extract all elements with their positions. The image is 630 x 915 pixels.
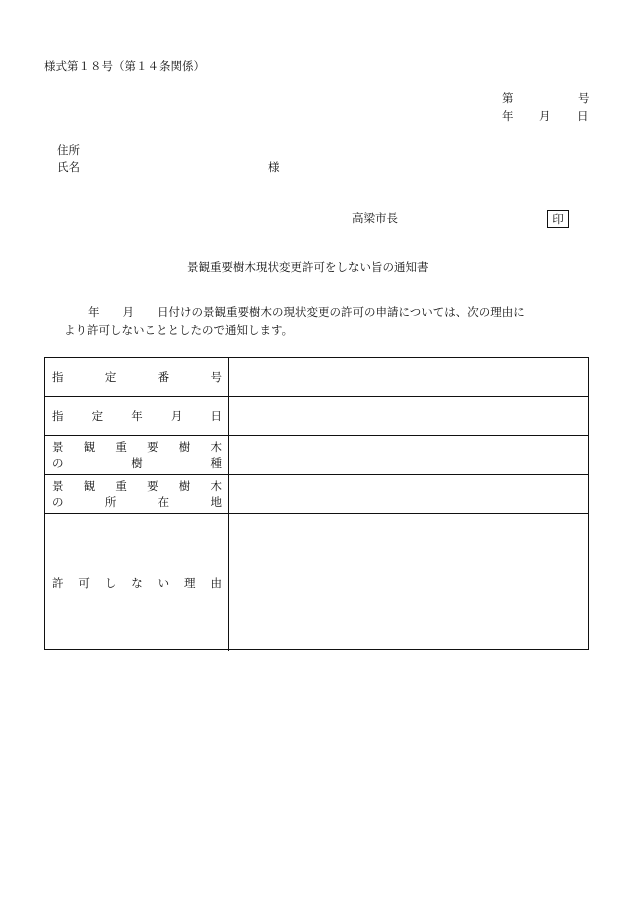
seal-stamp: 印 <box>547 210 569 228</box>
table-row-tree-species <box>45 436 588 475</box>
designation-date-label <box>45 397 229 435</box>
document-title: 景観重要樹木現状変更許可をしない旨の通知書 <box>187 260 429 274</box>
label-char: 重 <box>115 440 127 454</box>
refusal-reason-label <box>45 514 229 651</box>
label-char: の <box>52 495 64 509</box>
tree-species-value[interactable] <box>229 436 588 474</box>
body-text-line-2: より許可しないこととしたので通知します。 <box>64 323 294 337</box>
label-char: な <box>131 575 143 590</box>
tree-species-label-line <box>52 455 222 471</box>
tree-location-label-line <box>52 494 222 510</box>
table-row-designation-date <box>45 397 588 436</box>
label-char: 月 <box>170 409 183 423</box>
label-char: 指 <box>52 409 64 423</box>
refusal-reason-label-line <box>52 575 222 591</box>
tree-location-label <box>45 475 229 513</box>
label-char: 景 <box>52 440 64 454</box>
label-char: 景 <box>52 479 64 493</box>
label-char: 理 <box>184 575 196 590</box>
label-char: し <box>104 575 117 590</box>
designation-date-label-line <box>52 408 222 424</box>
label-char: 番 <box>157 370 170 384</box>
label-char: 木 <box>210 440 222 454</box>
designation-number-value[interactable] <box>229 358 588 396</box>
label-char: 由 <box>210 575 222 590</box>
designation-number-label-line <box>52 369 222 385</box>
honorific: 様 <box>268 160 280 174</box>
tree-location-label-line <box>52 478 222 494</box>
label-char: 樹 <box>178 440 191 454</box>
document-number-suffix: 号 <box>578 91 590 105</box>
label-char: 要 <box>147 479 159 493</box>
label-char: 要 <box>147 440 159 454</box>
label-char: 定 <box>91 409 104 423</box>
designation-date-value[interactable] <box>229 397 588 435</box>
label-char: 観 <box>83 479 96 493</box>
label-char: 観 <box>83 440 96 454</box>
label-char: 日 <box>210 409 222 423</box>
tree-species-label <box>45 436 229 474</box>
label-char: 種 <box>210 456 222 470</box>
label-char: 地 <box>210 495 222 509</box>
label-char: の <box>52 456 64 470</box>
info-table <box>44 357 589 650</box>
label-char: 所 <box>104 495 117 509</box>
date-day-label: 日 <box>577 109 589 123</box>
table-row-refusal-reason <box>45 514 588 651</box>
label-char: 木 <box>210 479 222 493</box>
table-row-tree-location <box>45 475 588 514</box>
form-number: 様式第１８号（第１４条関係） <box>44 59 205 73</box>
label-char: 可 <box>78 575 90 590</box>
sender-title: 高梁市長 <box>352 211 398 225</box>
address-label: 住所 <box>57 143 80 157</box>
name-label: 氏名 <box>57 160 80 174</box>
label-char: 在 <box>157 495 170 509</box>
refusal-reason-value[interactable] <box>229 514 588 651</box>
tree-location-value[interactable] <box>229 475 588 513</box>
label-char: い <box>157 575 170 590</box>
label-char: 指 <box>52 370 64 384</box>
tree-species-label-line <box>52 439 222 455</box>
label-char: 号 <box>210 370 222 384</box>
body-text-line-1: 年 月 日付けの景観重要樹木の現状変更の許可の申請については、次の理由に <box>88 305 525 319</box>
table-row-designation-number <box>45 358 588 397</box>
label-char: 定 <box>104 370 117 384</box>
label-char: 年 <box>131 409 143 423</box>
document-number-label: 第 <box>502 91 514 105</box>
label-char: 樹 <box>131 456 143 470</box>
date-month-label: 月 <box>539 109 551 123</box>
designation-number-label <box>45 358 229 396</box>
date-year-label: 年 <box>502 109 514 123</box>
label-char: 許 <box>52 575 64 590</box>
label-char: 樹 <box>178 479 191 493</box>
label-char: 重 <box>115 479 127 493</box>
